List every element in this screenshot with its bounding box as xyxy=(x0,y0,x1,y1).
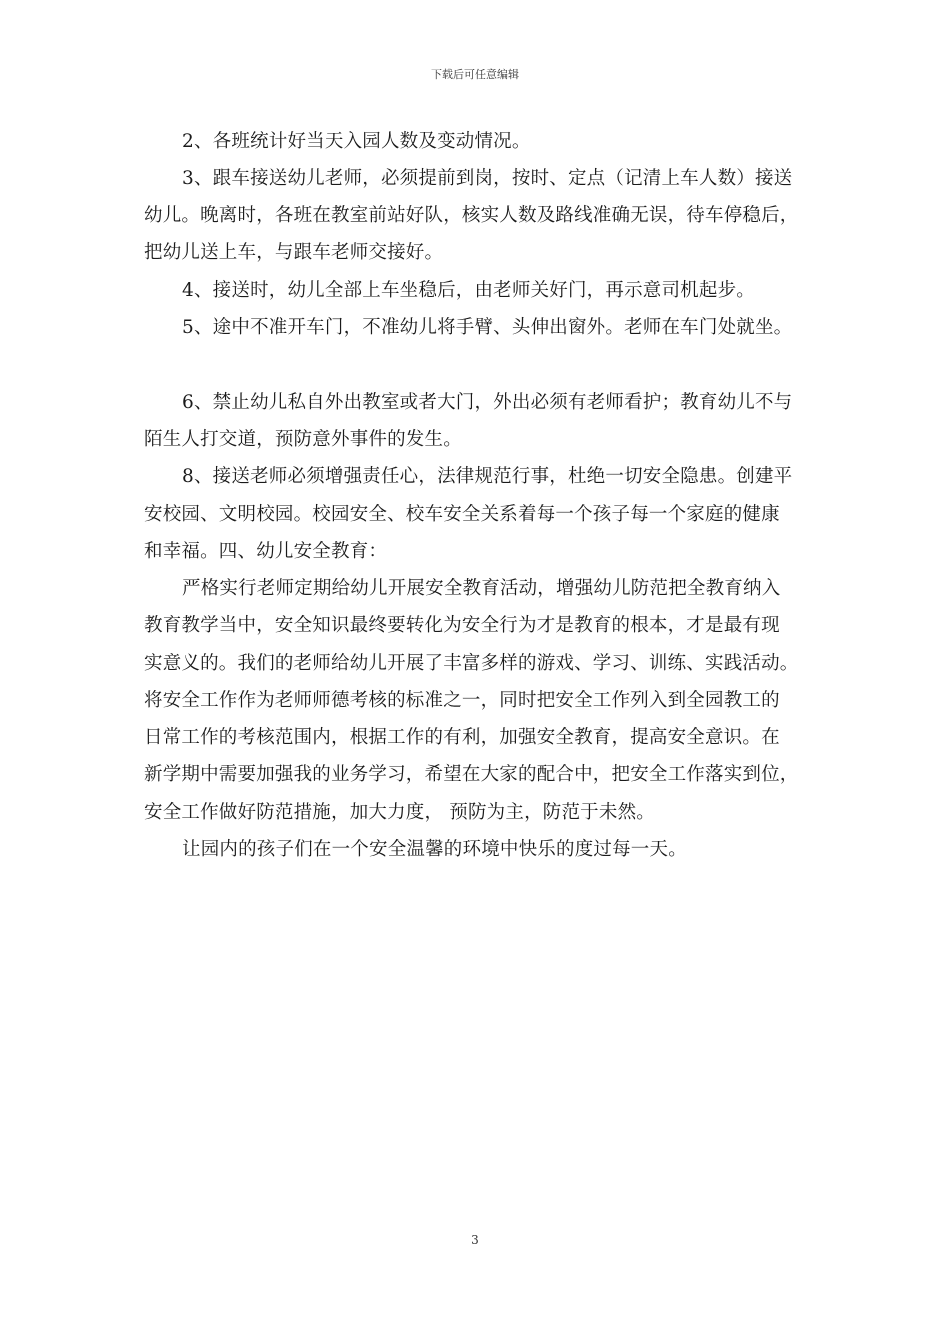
text-line: 4、接送时，幼儿全部上车坐稳后，由老师关好门，再示意司机起步。 xyxy=(182,280,755,301)
text-line: 安校园、文明校园。校园安全、校车安全关系着每一个孩子每一个家庭的健康 xyxy=(144,504,780,525)
text-line: 新学期中需要加强我的业务学习，希望在大家的配合中，把安全工作落实到位， xyxy=(144,764,799,785)
text-line: 将安全工作作为老师师德考核的标准之一，同时把安全工作列入到全园教工的 xyxy=(144,690,780,711)
text-line: 安全工作做好防范措施，加大力度， 预防为主，防范于未然。 xyxy=(144,802,655,823)
text-line: 和幸福。四、幼儿安全教育： xyxy=(144,541,388,562)
text-line: 8、接送老师必须增强责任心，法律规范行事，杜绝一切安全隐患。创建平 xyxy=(182,466,793,487)
text-line: 严格实行老师定期给幼儿开展安全教育活动，增强幼儿防范把全教育纳入 xyxy=(182,578,781,599)
text-line: 把幼儿送上车，与跟车老师交接好。 xyxy=(144,242,444,263)
text-line: 陌生人打交道，预防意外事件的发生。 xyxy=(144,429,462,450)
text-line: 5、途中不准开车门，不准幼儿将手臂、头伸出窗外。老师在车门处就坐。 xyxy=(182,317,793,338)
text-line: 2、各班统计好当天入园人数及变动情况。 xyxy=(182,131,531,152)
text-line: 让园内的孩子们在一个安全温馨的环境中快乐的度过每一天。 xyxy=(182,839,687,860)
text-line: 3、跟车接送幼儿老师，必须提前到岗，按时、定点（记清上车人数）接送 xyxy=(182,168,793,189)
text-line: 日常工作的考核范围内，根据工作的有利，加强安全教育，提高安全意识。在 xyxy=(144,727,780,748)
text-line: 6、禁止幼儿私自外出教室或者大门，外出必须有老师看护；教育幼儿不与 xyxy=(182,392,793,413)
text-line: 实意义的。我们的老师给幼儿开展了丰富多样的游戏、学习、训练、实践活动。 xyxy=(144,653,799,674)
page-header: 下载后可任意编辑 xyxy=(431,68,519,81)
page-number: 3 xyxy=(471,1233,479,1247)
text-line: 幼儿。晚离时，各班在教室前站好队，核实人数及路线准确无误，待车停稳后， xyxy=(144,205,799,226)
text-line: 教育教学当中，安全知识最终要转化为安全行为才是教育的根本，才是最有现 xyxy=(144,615,780,636)
